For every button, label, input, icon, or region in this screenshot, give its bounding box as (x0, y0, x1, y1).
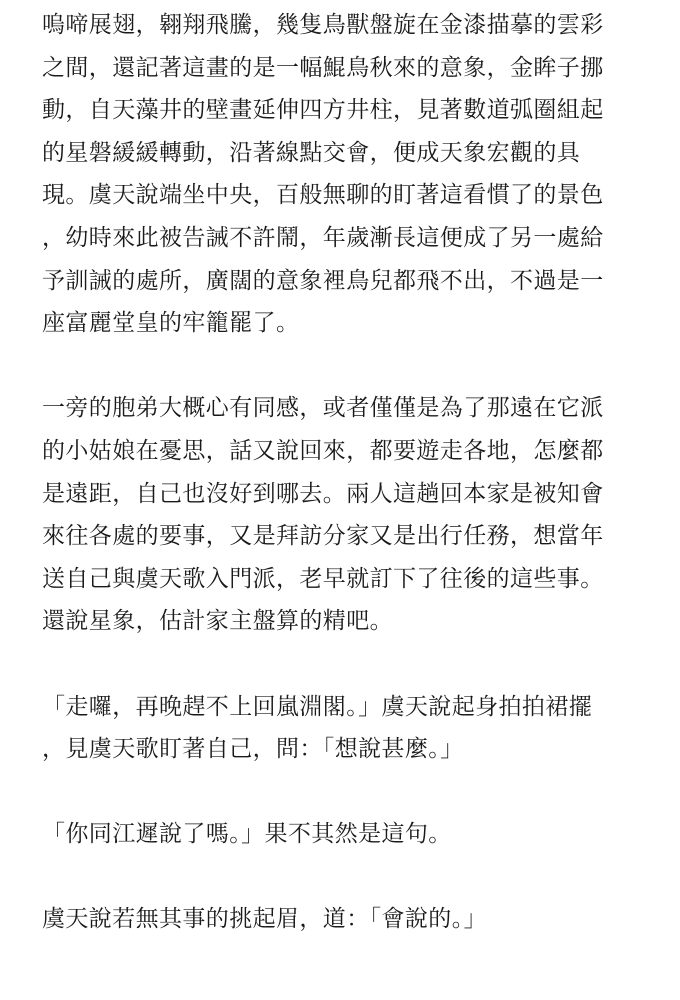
paragraph-gap (42, 345, 642, 388)
text-line: 現。虞天說端坐中央，百般無聊的盯著這看慣了的景色 (42, 182, 604, 209)
paragraph-4 (42, 813, 642, 856)
text-line: 是遠距，自己也沒好到哪去。兩人這趟回本家是被知會 (42, 480, 604, 507)
article-body (42, 4, 642, 941)
text-line: 來往各處的要事，又是拜訪分家又是出行任務，想當年 (42, 523, 604, 550)
paragraph-5 (42, 898, 642, 941)
text-line: 送自己與虞天歌入門派，老早就訂下了往後的這些事。 (42, 565, 604, 592)
text-line: 「走囉，再晚趕不上回嵐淵閣。」虞天說起身拍拍裙擺 (42, 693, 593, 720)
text-line: 的星磐緩緩轉動，沿著線點交會，便成天象宏觀的具 (42, 139, 581, 166)
text-line: 的小姑娘在憂思，話又說回來，都要遊走各地，怎麼都 (42, 437, 604, 464)
text-line: 之間，還記著這畫的是一幅鯤鳥秋來的意象，金眸子挪 (42, 54, 604, 81)
text-line: ，幼時來此被告誡不許鬧，年歲漸長這便成了另一處給 (42, 224, 604, 251)
text-line: 虞天說若無其事的挑起眉，道：「會說的。」 (42, 906, 487, 933)
text-line: 「你同江遲說了嗎。」果不其然是這句。 (42, 821, 452, 848)
paragraph-1 (42, 4, 642, 345)
text-line: 嗚啼展翅，翱翔飛騰，幾隻鳥獸盤旋在金漆描摹的雲彩 (42, 12, 604, 38)
text-line: ，見虞天歌盯著自己，問：「想說甚麼。」 (42, 736, 464, 763)
paragraph-3 (42, 686, 642, 771)
text-line: 予訓誡的處所，廣闊的意象裡鳥兒都飛不出，不過是一 (42, 267, 604, 294)
paragraph-gap (42, 856, 642, 899)
text-line: 動，自天藻井的壁畫延伸四方井柱，見著數道弧圈組起 (42, 97, 604, 124)
text-line: 還說星象，估計家主盤算的精吧。 (42, 608, 393, 635)
text-line: 座富麗堂皇的牢籠罷了。 (42, 310, 300, 337)
paragraph-2 (42, 387, 642, 643)
paragraph-gap (42, 771, 642, 814)
text-line: 一旁的胞弟大概心有同感，或者僅僅是為了那遠在它派 (42, 395, 604, 422)
paragraph-gap (42, 643, 642, 686)
